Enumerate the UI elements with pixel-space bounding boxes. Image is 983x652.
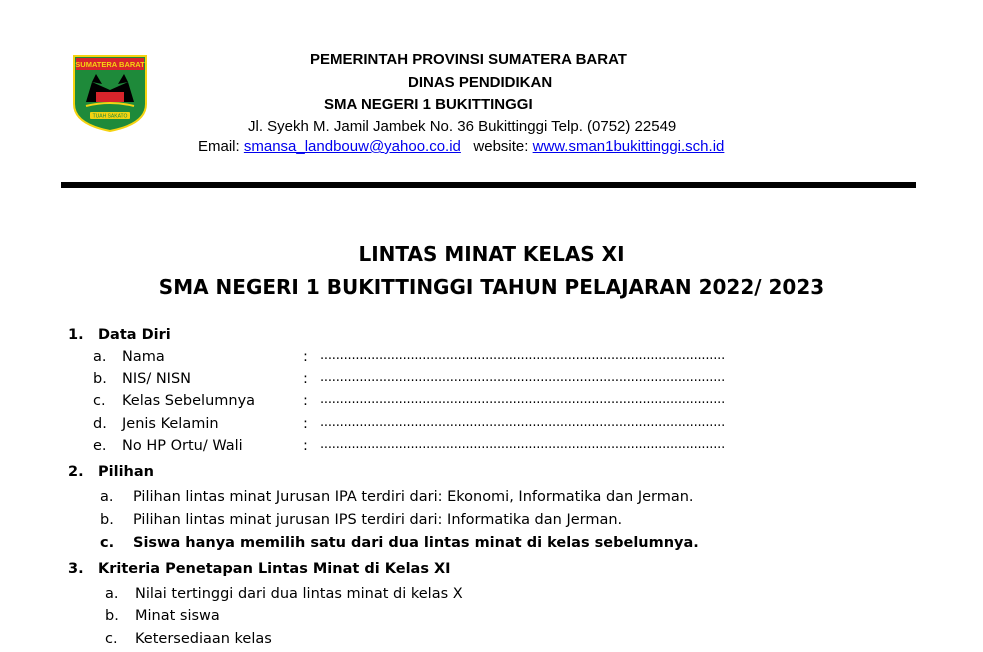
- field-label-phone: No HP Ortu/ Wali: [122, 438, 243, 454]
- section1-heading: Data Diri: [98, 327, 171, 343]
- field-blank-nis[interactable]: .......................................................................................................: [320, 370, 726, 385]
- doc-subtitle: SMA NEGERI 1 BUKITTINGGI TAHUN PELAJARAN 2022/ 2023: [158, 275, 825, 299]
- website-link[interactable]: www.sman1bukittinggi.sch.id: [532, 138, 725, 155]
- section3-heading: Kriteria Penetapan Lintas Minat di Kelas XI: [98, 561, 451, 577]
- section2-heading: Pilihan: [98, 464, 154, 480]
- email-link[interactable]: smansa_landbouw@yahoo.co.id: [243, 138, 461, 155]
- section1-number: 1.: [68, 327, 84, 343]
- list-item: Minat siswa: [135, 608, 220, 624]
- header-address: Jl. Syekh M. Jamil Jambek No. 36 Bukittinggi Telp. (0752) 22549: [248, 118, 677, 135]
- field-letter: a.: [93, 349, 107, 365]
- field-letter: b.: [93, 371, 107, 387]
- field-letter: e.: [93, 438, 107, 454]
- header-school: SMA NEGERI 1 BUKITTINGGI: [324, 96, 533, 113]
- list-item: Pilihan lintas minat Jurusan IPA terdiri dari: Ekonomi, Informatika dan Jerman.: [133, 489, 694, 505]
- list-item: Siswa hanya memilih satu dari dua lintas minat di kelas sebelumnya.: [133, 535, 699, 551]
- section2-number: 2.: [68, 464, 84, 480]
- field-label-nama: Nama: [122, 349, 165, 365]
- field-label-nis: NIS/ NISN: [122, 371, 191, 387]
- list-item-letter: a.: [100, 489, 114, 505]
- header-contact: [198, 138, 724, 156]
- list-item-letter: a.: [105, 586, 119, 602]
- field-colon: :: [303, 416, 308, 432]
- field-colon: :: [303, 393, 308, 409]
- field-colon: :: [303, 349, 308, 365]
- field-colon: :: [303, 438, 308, 454]
- province-logo: [72, 54, 148, 132]
- field-label-kelas: Kelas Sebelumnya: [122, 393, 256, 409]
- website-label: website:: [473, 138, 529, 155]
- list-item-letter: b.: [100, 512, 114, 528]
- field-blank-nama[interactable]: .......................................................................................................: [320, 348, 726, 363]
- field-blank-phone[interactable]: .......................................................................................................: [320, 437, 726, 452]
- section3-number: 3.: [68, 561, 84, 577]
- header-divider: [61, 182, 916, 188]
- list-item-letter: b.: [105, 608, 119, 624]
- email-label: Email:: [198, 138, 240, 155]
- field-letter: d.: [93, 416, 107, 432]
- list-item: Pilihan lintas minat jurusan IPS terdiri dari: Informatika dan Jerman.: [133, 512, 623, 528]
- doc-title: LINTAS MINAT KELAS XI: [358, 242, 625, 266]
- logo-ribbon-text: TUAH SAKATO: [92, 113, 128, 120]
- field-letter: c.: [93, 393, 106, 409]
- list-item-letter: c.: [100, 535, 115, 551]
- logo-banner-text: SUMATERA BARAT: [75, 60, 145, 69]
- list-item: Nilai tertinggi dari dua lintas minat di kelas X: [135, 586, 463, 602]
- list-item-letter: c.: [105, 631, 118, 647]
- header-government: PEMERINTAH PROVINSI SUMATERA BARAT: [310, 51, 627, 68]
- field-colon: :: [303, 371, 308, 387]
- field-blank-kelas[interactable]: .......................................................................................................: [320, 392, 726, 407]
- list-item: Ketersediaan kelas: [135, 631, 272, 647]
- header-department: DINAS PENDIDIKAN: [408, 74, 553, 91]
- field-label-gender: Jenis Kelamin: [122, 416, 219, 432]
- field-blank-gender[interactable]: .......................................................................................................: [320, 415, 726, 430]
